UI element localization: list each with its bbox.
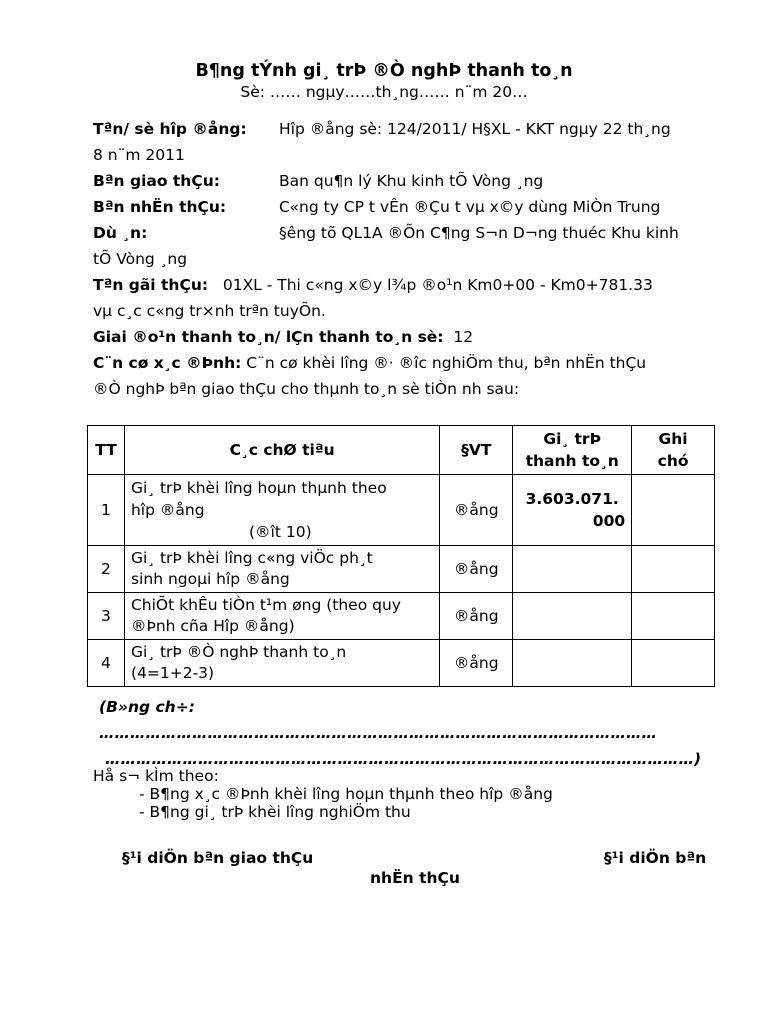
signature-receiver-cont: nhËn thÇu: [370, 869, 460, 887]
row-note: [632, 475, 715, 546]
row-note: [632, 593, 715, 640]
giver-label: Bªn giao thÇu:: [93, 172, 220, 190]
row-item-line2: (4=1+2-3): [130, 664, 215, 682]
document-number-date: Sè: …… ngµy……th¸ng…… n¨m 20…: [240, 83, 528, 101]
attachments-heading: Hå s¬ kÌm theo:: [93, 767, 219, 785]
amount-in-words-line2: ……………………………………………………………………………………………………): [105, 750, 702, 768]
info-section: [93, 116, 721, 402]
row-tt: 3: [88, 593, 125, 640]
giver-value: Ban qu¶n lý Khu kinh tÕ Vòng ¸ng: [279, 172, 544, 190]
row-unit: ®ång: [440, 475, 513, 546]
receiver-row: [93, 194, 721, 220]
receiver-value: C«ng ty CP t vÊn ®Çu t vµ x©y dùng MiÒn Trung: [279, 198, 661, 216]
amount-in-words: [99, 694, 719, 772]
package-value: 01XL - Thi c«ng x©y l¾p ®o¹n Km0+00 - Km0+781.33: [208, 276, 653, 294]
phase-label: Giai ®o¹n thanh to¸n/ lÇn thanh to¸n sè:: [93, 328, 444, 346]
signature-receiver: §¹i diÖn bªn: [604, 849, 707, 867]
receiver-label: Bªn nhËn thÇu:: [93, 198, 227, 216]
header-note-line2: chó: [657, 452, 689, 470]
phase-row: [93, 324, 721, 350]
row-item-line2: ®Þnh cña Hîp ®ång): [130, 617, 295, 635]
attachment-item: - B¶ng x¸c ®Þnh khèi lîng hoµn thµnh theo hîp ®ång: [139, 785, 553, 803]
row-tt: 2: [88, 546, 125, 593]
header-value-line1: Gi¸ trÞ: [543, 430, 602, 448]
contract-value: Hîp ®ång sè: 124/2011/ H§XL - KKT ngµy 22 th¸ng: [279, 120, 671, 138]
row-item-line1: Gi¸ trÞ khèi lîng hoµn thµnh theo: [130, 479, 387, 497]
package-label: Tªn gãi thÇu:: [93, 276, 209, 294]
project-value-cont: tÕ Vòng ¸ng: [93, 250, 188, 268]
row-unit: ®ång: [440, 640, 513, 687]
header-tt: TT: [88, 426, 125, 475]
row-note: [632, 546, 715, 593]
project-value: §êng tõ QL1A ®Õn C¶ng S¬n D¬ng thuéc Khu kinh: [279, 224, 679, 242]
payment-table: [87, 425, 715, 687]
row-tt: 4: [88, 640, 125, 687]
row-value-line2: 000: [592, 512, 626, 530]
row-item-line2: hîp ®ång: [130, 501, 205, 519]
table-row: [88, 546, 715, 593]
row-item: [124, 593, 439, 640]
row-value: [513, 475, 632, 546]
giver-row: [93, 168, 721, 194]
attachments-section: [93, 767, 553, 821]
attachment-item: - B¶ng gi¸ trÞ khèi lîng nghiÖm thu: [139, 803, 411, 821]
amount-in-words-line1: (B»ng ch÷: ………………………………………………………………………………………………: [99, 698, 657, 742]
header-value: [513, 426, 632, 475]
row-item-line1: Gi¸ trÞ ®Ò nghÞ thanh to¸n: [130, 643, 347, 661]
row-unit: ®ång: [440, 546, 513, 593]
package-row-cont: [93, 298, 721, 324]
contract-row-cont: [93, 142, 721, 168]
header-note: [632, 426, 715, 475]
row-value: [513, 640, 632, 687]
table-row: [88, 593, 715, 640]
row-item-line2: sinh ngoµi hîp ®ång: [130, 570, 290, 588]
header-unit: §VT: [440, 426, 513, 475]
phase-value: 12: [453, 328, 474, 346]
table-row: [88, 475, 715, 546]
table-header-row: [88, 426, 715, 475]
row-note: [632, 640, 715, 687]
row-item: [124, 640, 439, 687]
basis-label: C¨n cø x¸c ®Þnh:: [93, 354, 242, 372]
row-unit: ®ång: [440, 593, 513, 640]
document-title: B¶ng tÝnh gi¸ trÞ ®Ò nghÞ thanh to¸n: [195, 61, 573, 81]
project-row-cont: [93, 246, 721, 272]
row-value: [513, 593, 632, 640]
header-value-line2: thanh to¸n: [525, 452, 619, 470]
row-item: [124, 475, 439, 546]
header-note-line1: Ghi: [658, 430, 688, 448]
contract-row: [93, 116, 721, 142]
basis-row-cont: [93, 376, 721, 402]
contract-value-cont: 8 n¨m 2011: [93, 146, 185, 164]
basis-value: C¨n cø khèi lîng ®· ®îc nghiÖm thu, bªn nhËn thÇu: [246, 354, 647, 372]
row-value-line1: 3.603.071.: [525, 490, 619, 508]
row-value: [513, 546, 632, 593]
row-tt: 1: [88, 475, 125, 546]
header-item: C¸c chØ tiªu: [124, 426, 439, 475]
row-item-line3: (®ît 10): [248, 523, 312, 541]
row-item-line1: Gi¸ trÞ khèi lîng c«ng viÖc ph¸t: [130, 549, 373, 567]
signature-giver: §¹i diÖn bªn giao thÇu: [122, 849, 314, 867]
project-row: [93, 220, 721, 246]
project-label: Dù ¸n:: [93, 224, 148, 242]
package-row: [93, 272, 721, 298]
contract-label: Tªn/ sè hîp ®ång:: [93, 120, 247, 138]
table-row: [88, 640, 715, 687]
package-value-cont: vµ c¸c c«ng tr×nh trªn tuyÕn.: [93, 302, 326, 320]
basis-row: [93, 350, 721, 376]
row-item: [124, 546, 439, 593]
row-item-line1: ChiÕt khÊu tiÒn t¹m øng (theo quy: [130, 596, 401, 614]
basis-value-cont: ®Ò nghÞ bªn giao thÇu cho thµnh to¸n sè tiÒn nh sau:: [93, 380, 520, 398]
